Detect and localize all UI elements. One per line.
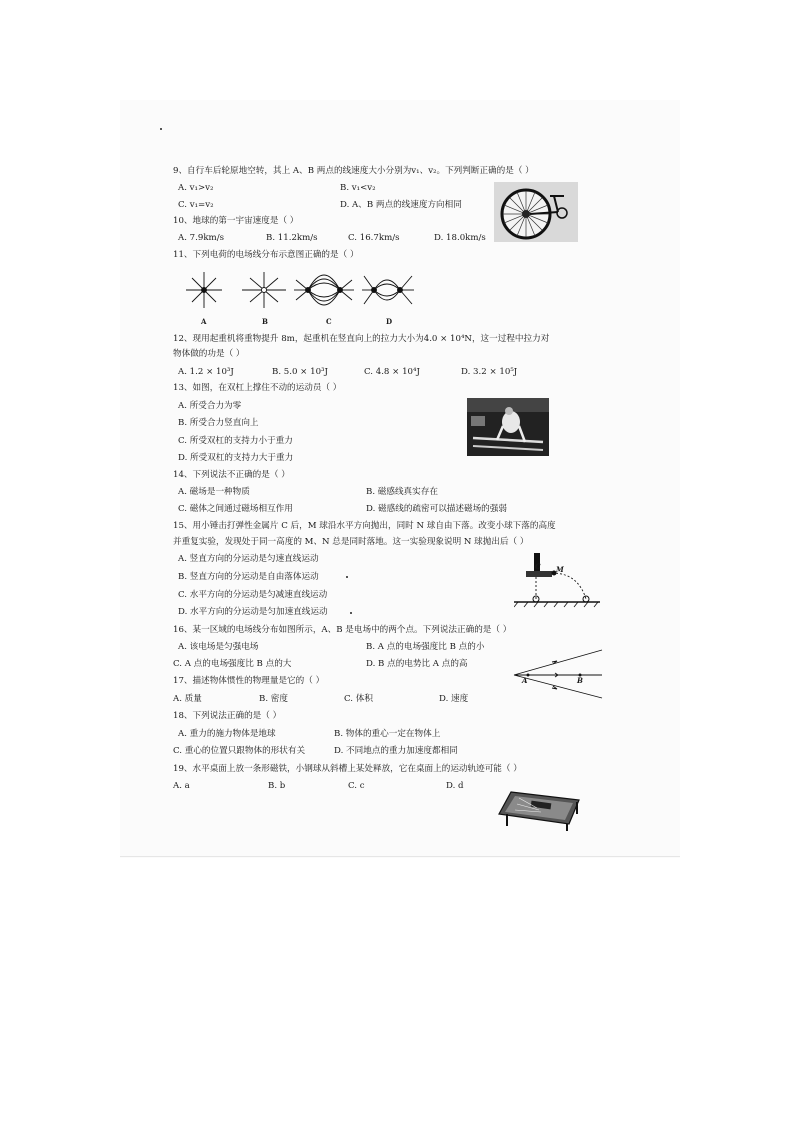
bicycle-wheel-figure	[494, 182, 578, 242]
q19-stem: 19、水平桌面上放一条形磁铁，小钢球从斜槽上某处释放，它在桌面上的运动轨迹可能（ ）	[173, 764, 522, 774]
q19-option-d: D. d	[446, 781, 464, 791]
q13-option-b: B. 所受合力竖直向上	[178, 418, 259, 428]
electric-field-lines-figure	[512, 642, 604, 700]
q9-option-b: B. v₁<v₂	[340, 183, 376, 193]
q17-option-c: C. 体积	[344, 694, 373, 704]
q11-label-a: A	[201, 317, 207, 326]
q14-stem: 14、下列说法不正确的是（ ）	[173, 470, 290, 480]
q11-label-d: D	[386, 317, 393, 326]
q9-option-c: C. v₁=v₂	[178, 200, 214, 210]
field-diagram-d	[362, 276, 414, 304]
q12-option-b: B. 5.0 × 10³J	[272, 367, 328, 377]
q19-option-c: C. c	[348, 781, 365, 791]
field-diagram-b	[242, 272, 286, 308]
scan-speck	[160, 128, 162, 130]
q10-option-a: A. 7.9km/s	[178, 233, 224, 243]
q18-option-d: D. 不同地点的重力加速度都相同	[334, 746, 458, 756]
q9-option-a: A. v₁>v₂	[178, 183, 214, 193]
q15-figure-label-m: M	[556, 565, 564, 574]
q18-option-c: C. 重心的位置只跟物体的形状有关	[173, 746, 306, 756]
q14-option-b: B. 磁感线真实存在	[366, 487, 438, 497]
q14-option-a: A. 磁场是一种物质	[178, 487, 250, 497]
q13-option-c: C. 所受双杠的支持力小于重力	[178, 436, 293, 446]
q11-label-c: C	[326, 317, 332, 326]
q10-option-b: B. 11.2km/s	[266, 233, 318, 243]
field-diagram-a	[186, 272, 222, 308]
q15-option-a: A. 竖直方向的分运动是匀速直线运动	[178, 554, 319, 564]
q11-label-b: B	[262, 317, 268, 326]
projectile-apparatus-figure	[514, 551, 600, 611]
q14-option-c: C. 磁体之间通过磁场相互作用	[178, 504, 293, 514]
q9-stem: 9、自行车后轮原地空转，其上 A、B 两点的线速度大小分别为v₁、v₂。下列判断正确的是（ ）	[173, 166, 534, 176]
q11-stem: 11、下列电荷的电场线分布示意图正确的是（ ）	[173, 250, 359, 260]
q19-option-b: B. b	[268, 781, 286, 791]
q18-option-b: B. 物体的重心一定在物体上	[334, 729, 441, 739]
scan-speck	[346, 576, 348, 578]
q16-option-a: A. 该电场是匀强电场	[178, 642, 259, 652]
q13-option-d: D. 所受双杠的支持力大于重力	[178, 453, 294, 463]
q15-option-d: D. 水平方向的分运动是匀加速直线运动	[178, 607, 328, 617]
q17-option-b: B. 密度	[259, 694, 288, 704]
q15-option-c: C. 水平方向的分运动是匀减速直线运动	[178, 590, 328, 600]
q15-option-b: B. 竖直方向的分运动是自由落体运动	[178, 572, 319, 582]
q12-option-c: C. 4.8 × 10⁴J	[364, 367, 420, 377]
q15-figure-label-c: C	[535, 562, 541, 571]
q13-option-a: A. 所受合力为零	[178, 401, 242, 411]
scan-edge-divider	[120, 856, 680, 857]
q12-option-a: A. 1.2 × 10³J	[178, 367, 234, 377]
q12-stem-continued: 物体做的功是（ ）	[173, 349, 245, 359]
q16-option-d: D. B 点的电势比 A 点的高	[366, 659, 468, 669]
q12-stem: 12、现用起重机将重物提升 8m，起重机在竖直向上的拉力大小为4.0 × 10⁴N，这一过程中拉力对	[173, 334, 550, 344]
q16-stem: 16、某一区域的电场线分布如图所示，A、B 是电场中的两个点。下列说法正确的是（ ）	[173, 625, 512, 635]
q17-option-d: D. 速度	[439, 694, 469, 704]
q16-option-c: C. A 点的电场强度比 B 点的大	[173, 659, 292, 669]
q16-option-b: B. A 点的电场强度比 B 点的小	[366, 642, 485, 652]
magnet-table-figure	[497, 788, 583, 832]
q15-stem: 15、用小锤击打弹性金属片 C 后，M 球沿水平方向抛出，同时 N 球自由下落。改变小球下落的高度	[173, 521, 556, 531]
q9-option-d: D. A、B 两点的线速度方向相同	[340, 200, 462, 210]
q10-stem: 10、地球的第一宇宙速度是（ ）	[173, 216, 299, 226]
scan-speck	[350, 612, 352, 614]
q18-option-a: A. 重力的施力物体是地球	[178, 729, 276, 739]
q17-stem: 17、描述物体惯性的物理量是它的（ ）	[173, 676, 325, 686]
q19-option-a: A. a	[173, 781, 190, 791]
q12-option-d: D. 3.2 × 10⁵J	[461, 367, 518, 377]
q10-option-c: C. 16.7km/s	[348, 233, 400, 243]
q16-figure-label-a: A	[522, 676, 528, 685]
field-diagram-c	[294, 275, 354, 305]
electric-field-diagrams	[186, 268, 416, 314]
q15-stem-continued: 并重复实验，发现处于同一高度的 M、N 总是同时落地。这一实验现象说明 N 球抛出后（ ）	[173, 537, 529, 547]
q16-figure-label-b: B	[577, 676, 583, 685]
q13-stem: 13、如图，在双杠上撑住不动的运动员（ ）	[173, 383, 342, 393]
q18-stem: 18、下列说法正确的是（ ）	[173, 711, 282, 721]
q10-option-d: D. 18.0km/s	[434, 233, 486, 243]
q14-option-d: D. 磁感线的疏密可以描述磁场的强弱	[366, 504, 507, 514]
parallel-bars-photo	[467, 398, 549, 456]
q17-option-a: A. 质量	[173, 694, 202, 704]
